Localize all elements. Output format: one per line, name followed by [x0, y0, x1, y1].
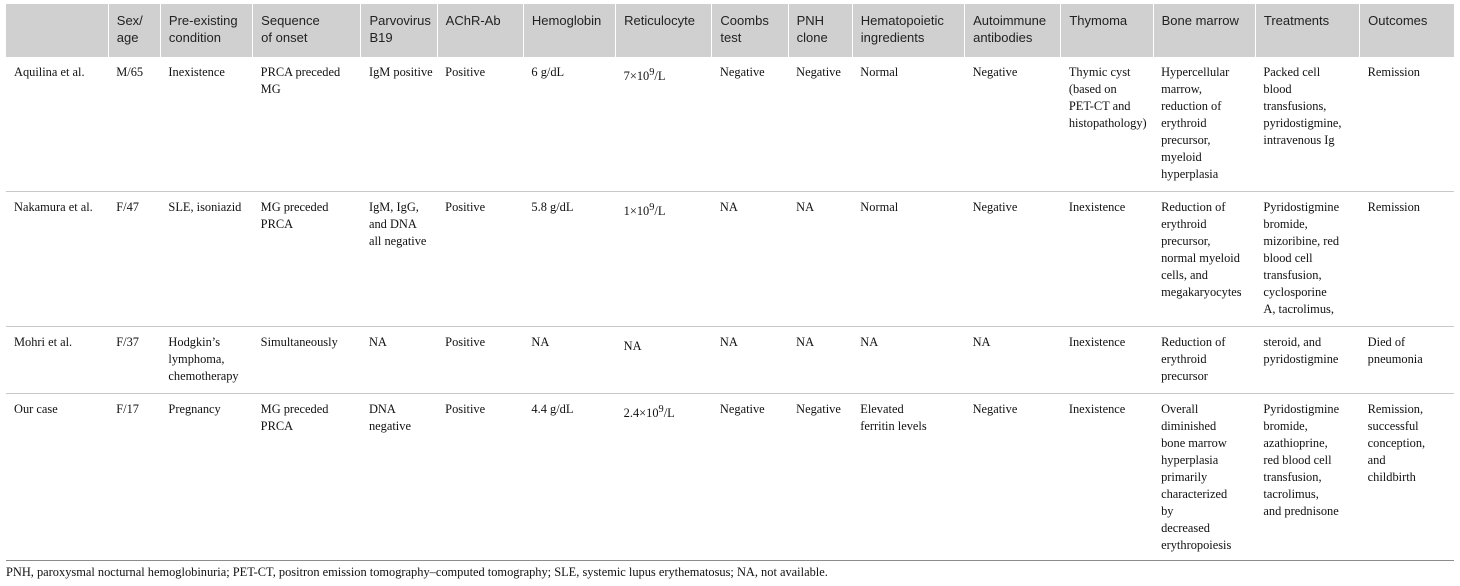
- cell-outcomes: Remission, successful conception, and childbirth: [1360, 394, 1454, 561]
- cell-outcomes: Remission: [1360, 192, 1454, 327]
- cell-pnh: NA: [788, 192, 852, 327]
- header-parvovirus: Parvovirus B19: [361, 4, 437, 57]
- table-footnote: PNH, paroxysmal nocturnal hemoglobinuria; PET-CT, positron emission tomography–computed tomography; SLE, systemic lupus erythematosus; NA, not available.: [6, 565, 828, 579]
- cell-bone-marrow: Reduction of erythroid precursor: [1153, 327, 1255, 394]
- cell-treatments: steroid, and pyridostigmine: [1255, 327, 1359, 394]
- cell-hemoglobin: 5.8 g/dL: [523, 192, 615, 327]
- cell-achr: Positive: [437, 394, 523, 561]
- cell-sex-age: F/47: [108, 192, 160, 327]
- cell-sex-age: M/65: [108, 57, 160, 192]
- cell-thymoma: Inexistence: [1061, 327, 1153, 394]
- header-sex-age: Sex/ age: [108, 4, 160, 57]
- cell-hematopoietic: Normal: [852, 192, 964, 327]
- header-autoimmune: Autoimmune antibodies: [965, 4, 1061, 57]
- cell-hemoglobin: 6 g/dL: [523, 57, 615, 192]
- header-hematopoietic: Hematopoietic ingredients: [852, 4, 964, 57]
- cell-bone-marrow: Reduction of erythroid precursor, normal myeloid cells, and megakaryocytes: [1153, 192, 1255, 327]
- header-treatments: Treatments: [1255, 4, 1359, 57]
- cell-autoimmune: NA: [965, 327, 1061, 394]
- header-reticulocyte: Reticulocyte: [616, 4, 712, 57]
- cell-reticulocyte: $7\times 10^9/L$: [616, 57, 712, 192]
- cell-hemoglobin: 4.4 g/dL: [523, 394, 615, 561]
- header-achr: AChR-Ab: [437, 4, 523, 57]
- cell-sex-age: F/37: [108, 327, 160, 394]
- cell-reticulocyte: NA: [616, 327, 712, 394]
- comparison-table-container: [6, 4, 1454, 561]
- header-thymoma: Thymoma: [1061, 4, 1153, 57]
- table-row: [6, 57, 1454, 192]
- header-case: [6, 4, 108, 57]
- cell-treatments: Packed cell blood transfusions, pyridostigmine, intravenous Ig: [1255, 57, 1359, 192]
- cell-reticulocyte: $1\times 10^9/L$: [616, 192, 712, 327]
- table-row: [6, 394, 1454, 561]
- cell-reticulocyte: $2.4\times 10^9/L$: [616, 394, 712, 561]
- table-row: [6, 192, 1454, 327]
- cell-coombs: Negative: [712, 57, 788, 192]
- cell-bone-marrow: Hypercellular marrow, reduction of erythroid precursor, myeloid hyperplasia: [1153, 57, 1255, 192]
- cell-preexisting: SLE, isoniazid: [160, 192, 252, 327]
- cell-hematopoietic: Normal: [852, 57, 964, 192]
- case-comparison-table: [6, 4, 1454, 561]
- cell-pnh: Negative: [788, 394, 852, 561]
- table-row: [6, 327, 1454, 394]
- header-outcomes: Outcomes: [1360, 4, 1454, 57]
- cell-case: Our case: [6, 394, 108, 561]
- cell-outcomes: Remission: [1360, 57, 1454, 192]
- cell-autoimmune: Negative: [965, 394, 1061, 561]
- cell-sequence: Simultaneously: [253, 327, 361, 394]
- cell-treatments: Pyridostigmine bromide, mizoribine, red blood cell transfusion, cyclosporine A, tacrolimus,: [1255, 192, 1359, 327]
- cell-sequence: MG preceded PRCA: [253, 394, 361, 561]
- cell-hematopoietic: NA: [852, 327, 964, 394]
- cell-coombs: Negative: [712, 394, 788, 561]
- header-coombs: Coombs test: [712, 4, 788, 57]
- cell-thymoma: Thymic cyst (based on PET-CT and histopathology): [1061, 57, 1153, 192]
- cell-preexisting: Hodgkin’s lymphoma, chemotherapy: [160, 327, 252, 394]
- cell-case: Nakamura et al.: [6, 192, 108, 327]
- cell-parvovirus: DNA negative: [361, 394, 437, 561]
- cell-thymoma: Inexistence: [1061, 192, 1153, 327]
- cell-pnh: Negative: [788, 57, 852, 192]
- cell-parvovirus: IgM, IgG, and DNA all negative: [361, 192, 437, 327]
- cell-achr: Positive: [437, 327, 523, 394]
- header-row: [6, 4, 1454, 57]
- cell-sex-age: F/17: [108, 394, 160, 561]
- header-preexisting: Pre-existing condition: [160, 4, 252, 57]
- cell-pnh: NA: [788, 327, 852, 394]
- cell-preexisting: Inexistence: [160, 57, 252, 192]
- cell-achr: Positive: [437, 57, 523, 192]
- cell-outcomes: Died of pneumonia: [1360, 327, 1454, 394]
- cell-coombs: NA: [712, 327, 788, 394]
- cell-parvovirus: IgM positive: [361, 57, 437, 192]
- cell-achr: Positive: [437, 192, 523, 327]
- cell-hemoglobin: NA: [523, 327, 615, 394]
- cell-sequence: PRCA preceded MG: [253, 57, 361, 192]
- header-pnh: PNH clone: [788, 4, 852, 57]
- cell-thymoma: Inexistence: [1061, 394, 1153, 561]
- cell-sequence: MG preceded PRCA: [253, 192, 361, 327]
- cell-preexisting: Pregnancy: [160, 394, 252, 561]
- cell-autoimmune: Negative: [965, 192, 1061, 327]
- cell-parvovirus: NA: [361, 327, 437, 394]
- cell-hematopoietic: Elevated ferritin levels: [852, 394, 964, 561]
- cell-case: Mohri et al.: [6, 327, 108, 394]
- cell-coombs: NA: [712, 192, 788, 327]
- cell-bone-marrow: Overall diminished bone marrow hyperplasia primarily characterized by decreased erythropoiesis: [1153, 394, 1255, 561]
- cell-case: Aquilina et al.: [6, 57, 108, 192]
- cell-autoimmune: Negative: [965, 57, 1061, 192]
- header-bone-marrow: Bone marrow: [1153, 4, 1255, 57]
- cell-treatments: Pyridostigmine bromide, azathioprine, red blood cell transfusion, tacrolimus, and prednisone: [1255, 394, 1359, 561]
- header-sequence: Sequence of onset: [253, 4, 361, 57]
- header-hemoglobin: Hemoglobin: [523, 4, 615, 57]
